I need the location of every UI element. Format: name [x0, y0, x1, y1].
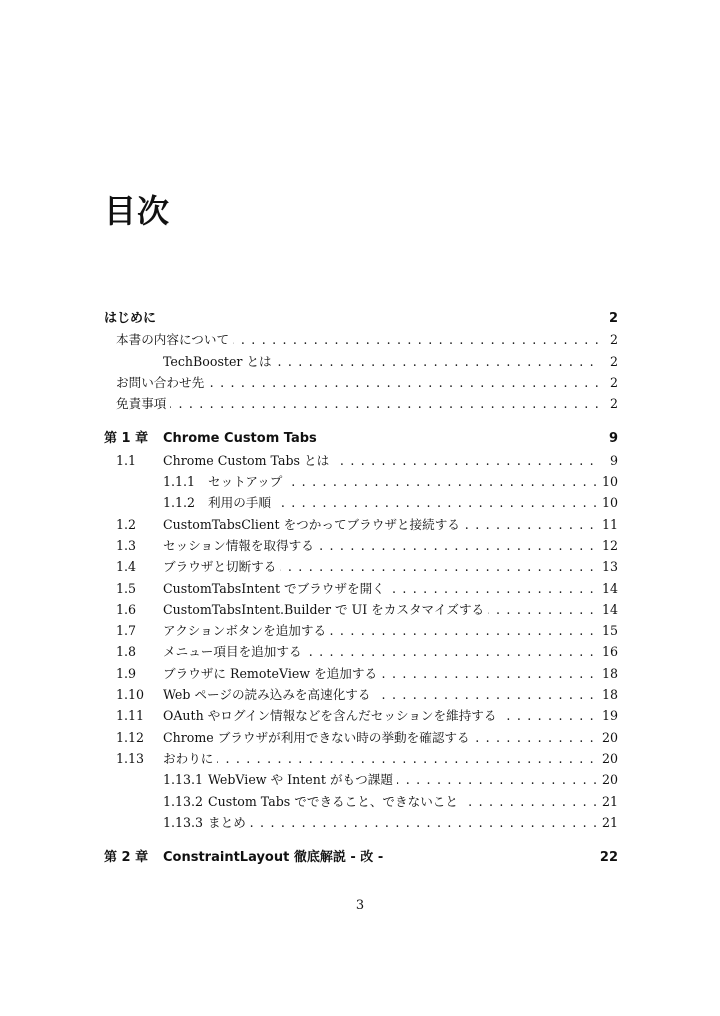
- toc-section[interactable]: [104, 620, 618, 641]
- toc-page-number: 15: [598, 620, 618, 641]
- toc-entry-text: TechBooster とは: [163, 351, 276, 372]
- toc-heading-preface[interactable]: [104, 308, 618, 329]
- toc-page-number: 10: [598, 471, 618, 492]
- toc-page-number: 21: [598, 812, 618, 833]
- chapter-label: 第 1 章: [104, 428, 152, 449]
- section-title: セッション情報を取得する: [163, 535, 318, 556]
- section-number: 1.13.3: [163, 814, 204, 830]
- section-number: 1.8: [116, 644, 137, 660]
- toc-page-number: 13: [598, 556, 618, 577]
- dot-leader: [208, 812, 598, 833]
- section-number: 1.1.2: [163, 495, 196, 511]
- toc-page-number: 19: [598, 705, 618, 726]
- section-number: 1.12: [116, 729, 145, 745]
- toc-section[interactable]: [104, 727, 618, 748]
- toc-page-number: 10: [598, 492, 618, 513]
- toc-subsection[interactable]: [104, 769, 618, 790]
- toc-entry[interactable]: [104, 372, 618, 393]
- toc-section[interactable]: [104, 450, 618, 471]
- chapter-title: ConstraintLayout 徹底解説 - 改 -: [163, 847, 387, 868]
- toc-page-number: 18: [598, 663, 618, 684]
- section-number: 1.9: [116, 665, 137, 681]
- toc-page-number: 2: [606, 372, 618, 393]
- section-number: 1.5: [116, 580, 137, 596]
- section-title: おわりに: [163, 748, 217, 769]
- toc-section[interactable]: [104, 514, 618, 535]
- section-number: 1.13: [116, 750, 145, 766]
- toc-entry-text: 免責事項: [116, 393, 170, 414]
- toc-entry[interactable]: [104, 351, 618, 372]
- section-number: 1.13.2: [163, 793, 204, 809]
- chapter-label: 第 2 章: [104, 847, 152, 868]
- page-title: 目次: [104, 192, 171, 230]
- toc-section[interactable]: [104, 705, 618, 726]
- section-title: アクションボタンを追加する: [163, 620, 330, 641]
- section-title: Chrome ブラウザが利用できない時の挙動を確認する: [163, 727, 474, 748]
- section-title: ブラウザに RemoteView を追加する: [163, 663, 381, 684]
- section-number: 1.13.1: [163, 772, 204, 788]
- toc-chapter-1[interactable]: [104, 428, 618, 449]
- section-title: Web ページの読み込みを高速化する: [163, 684, 375, 705]
- section-title: セットアップ: [208, 471, 286, 492]
- section-title: 利用の手順: [208, 492, 275, 513]
- chapter-title: Chrome Custom Tabs: [163, 428, 321, 449]
- section-number: 1.11: [116, 708, 145, 724]
- section-title: CustomTabsClient をつかってブラウザと接続する: [163, 514, 464, 535]
- toc-page-number: 2: [606, 329, 618, 350]
- section-title: まとめ: [208, 812, 250, 833]
- toc-page-number: 21: [598, 791, 618, 812]
- toc-subsection[interactable]: [104, 492, 618, 513]
- section-number: 1.1: [116, 452, 137, 468]
- section-title: OAuth やログイン情報などを含んだセッションを維持する: [163, 705, 500, 726]
- section-title: ブラウザと切断する: [163, 556, 280, 577]
- section-number: 1.7: [116, 623, 137, 639]
- toc-section[interactable]: [104, 663, 618, 684]
- toc-page-number: 20: [598, 769, 618, 790]
- toc-section[interactable]: [104, 684, 618, 705]
- toc-page-number: 14: [598, 599, 618, 620]
- section-title: CustomTabsIntent.Builder で UI をカスタマイズする: [163, 599, 488, 620]
- toc-page-number: 12: [598, 535, 618, 556]
- toc-heading-text: はじめに: [104, 308, 160, 329]
- toc-section[interactable]: [104, 599, 618, 620]
- dot-leader: [163, 748, 598, 769]
- toc-page-number: 2: [605, 308, 618, 329]
- toc-page-number: 2: [606, 351, 618, 372]
- toc-page-number: 16: [598, 641, 618, 662]
- toc-subsection[interactable]: [104, 471, 618, 492]
- toc-page-number: 9: [605, 428, 618, 449]
- dot-leader: [116, 393, 598, 414]
- toc-page-number: 22: [596, 847, 618, 868]
- page-number: 3: [355, 898, 365, 913]
- section-title: WebView や Intent がもつ課題: [208, 769, 397, 790]
- table-of-contents: [104, 308, 618, 868]
- toc-entry-text: 本書の内容について: [116, 329, 233, 350]
- toc-page-number: 14: [598, 578, 618, 599]
- toc-entry[interactable]: [104, 393, 618, 414]
- section-title: CustomTabsIntent でブラウザを開く: [163, 578, 389, 599]
- toc-entry[interactable]: [104, 329, 618, 350]
- section-number: 1.4: [116, 559, 137, 575]
- section-title: Custom Tabs でできること、できないこと: [208, 791, 462, 812]
- toc-page-number: 20: [598, 748, 618, 769]
- toc-section[interactable]: [104, 748, 618, 769]
- section-title: Chrome Custom Tabs とは: [163, 450, 333, 471]
- section-number: 1.6: [116, 601, 137, 617]
- toc-chapter-2[interactable]: [104, 847, 618, 868]
- toc-subsection[interactable]: [104, 791, 618, 812]
- section-title: メニュー項目を追加する: [163, 641, 306, 662]
- section-number: 1.3: [116, 537, 137, 553]
- toc-section[interactable]: [104, 535, 618, 556]
- toc-page-number: 18: [598, 684, 618, 705]
- toc-section[interactable]: [104, 641, 618, 662]
- toc-subsection[interactable]: [104, 812, 618, 833]
- toc-page-number: 2: [606, 393, 618, 414]
- toc-page-number: 9: [606, 450, 618, 471]
- toc-section[interactable]: [104, 578, 618, 599]
- toc-page-number: 20: [598, 727, 618, 748]
- toc-entry-text: お問い合わせ先: [116, 372, 208, 393]
- section-number: 1.1.1: [163, 474, 196, 490]
- section-number: 1.2: [116, 516, 137, 532]
- toc-page-number: 11: [598, 514, 618, 535]
- section-number: 1.10: [116, 687, 145, 703]
- toc-section[interactable]: [104, 556, 618, 577]
